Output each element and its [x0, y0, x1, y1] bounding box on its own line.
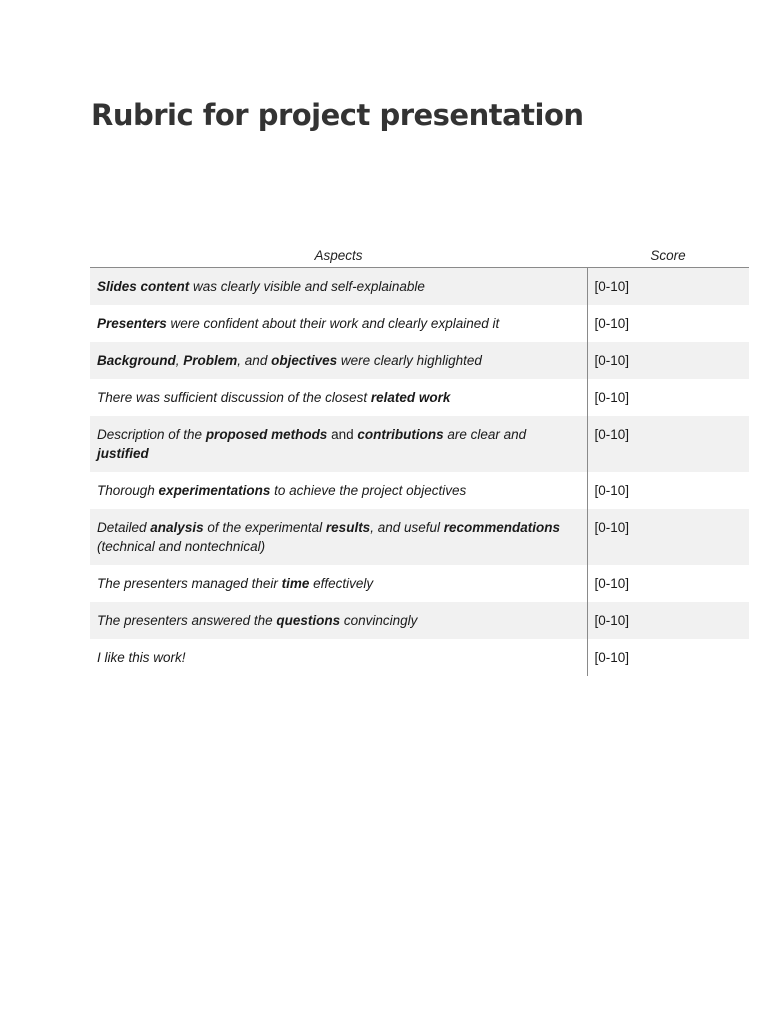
aspect-text: The presenters answered the — [97, 613, 277, 628]
aspect-text: Thorough — [97, 483, 159, 498]
table-row — [90, 602, 749, 639]
aspect-text: was clearly visible and self-explainable — [189, 279, 425, 294]
aspect-text: There was sufficient discussion of the closest — [97, 390, 371, 405]
aspect-keyword: experimentations — [158, 483, 271, 498]
score-cell: [0-10] — [587, 416, 749, 472]
aspect-cell — [90, 639, 587, 676]
table-row — [90, 509, 749, 565]
aspect-keyword: analysis — [150, 520, 204, 535]
table-row — [90, 305, 749, 342]
aspect-text: convincingly — [340, 613, 418, 628]
aspect-keyword: Background — [97, 353, 176, 368]
aspect-keyword: results — [325, 520, 371, 535]
aspect-keyword: Slides content — [97, 279, 190, 294]
aspect-text: I like this work! — [97, 650, 186, 665]
score-cell: [0-10] — [587, 602, 749, 639]
table-row — [90, 379, 749, 416]
aspect-keyword: objectives — [271, 353, 338, 368]
aspect-keyword: related work — [370, 390, 451, 405]
rubric-body — [90, 268, 749, 677]
aspect-keyword: Presenters — [97, 316, 167, 331]
page-title: Rubric for project presentation — [91, 98, 584, 132]
aspect-text: The presenters managed their — [97, 576, 282, 591]
table-row — [90, 268, 749, 306]
aspect-keyword: proposed methods — [205, 427, 328, 442]
table-row — [90, 565, 749, 602]
aspect-cell — [90, 305, 587, 342]
aspect-text: of the experimental — [203, 520, 326, 535]
table-row — [90, 416, 749, 472]
aspect-text: (technical and nontechnical) — [97, 539, 266, 554]
aspect-cell — [90, 509, 587, 565]
score-cell: [0-10] — [594, 650, 630, 665]
rubric-table — [90, 244, 749, 676]
aspect-text: , and useful — [370, 520, 444, 535]
aspect-keyword: contributions — [357, 427, 444, 442]
score-column-header: Score — [587, 244, 749, 268]
aspect-text: were clearly highlighted — [337, 353, 482, 368]
aspect-text: were confident about their work and clearly explained it — [166, 316, 500, 331]
aspect-text: , — [175, 353, 184, 368]
aspect-text: , and — [237, 353, 272, 368]
aspect-text: effectively — [309, 576, 374, 591]
score-cell: [0-10] — [587, 509, 749, 565]
aspect-text: Detailed — [97, 520, 151, 535]
aspect-cell — [90, 602, 587, 639]
score-cell: [0-10] — [594, 390, 630, 405]
score-cell: [0-10] — [594, 576, 630, 591]
aspect-text: Description of the — [97, 427, 206, 442]
aspect-keyword: questions — [276, 613, 341, 628]
score-cell: [0-10] — [587, 268, 749, 306]
score-cell: [0-10] — [594, 483, 630, 498]
aspect-cell — [90, 342, 587, 379]
aspect-text: to achieve the project objectives — [270, 483, 467, 498]
aspect-cell — [90, 268, 587, 306]
aspect-keyword: time — [281, 576, 310, 591]
score-cell: [0-10] — [594, 316, 630, 331]
score-cell: [0-10] — [587, 342, 749, 379]
table-row — [90, 472, 749, 509]
aspect-cell — [90, 472, 587, 509]
aspect-cell — [90, 416, 587, 472]
aspects-column-header: Aspects — [90, 244, 587, 268]
table-row — [90, 639, 749, 676]
aspect-text: are clear and — [443, 427, 527, 442]
table-header-row — [90, 244, 749, 268]
aspect-keyword: Problem — [183, 353, 238, 368]
aspect-keyword: recommendations — [443, 520, 561, 535]
table-row — [90, 342, 749, 379]
aspect-text: and — [327, 427, 358, 442]
aspect-cell — [90, 565, 587, 602]
aspect-keyword: justified — [97, 446, 149, 461]
aspect-cell — [90, 379, 587, 416]
